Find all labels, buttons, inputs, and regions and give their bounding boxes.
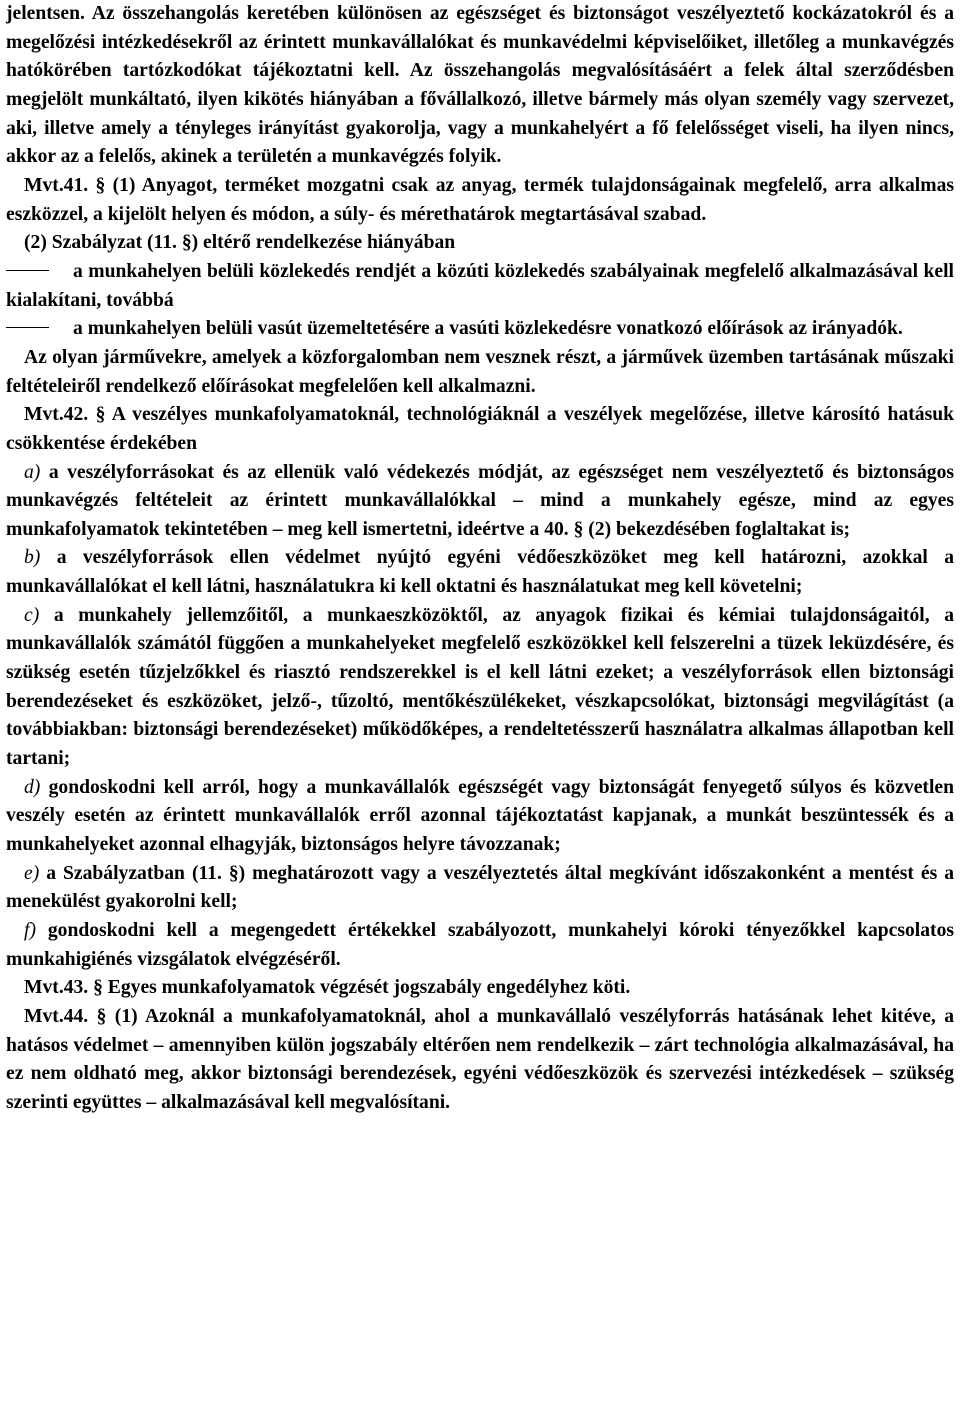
- mvt43-text: Mvt.43. § Egyes munkafolyamatok végzését jogszabály engedélyhez köti.: [24, 977, 631, 999]
- paragraph-item-a: [6, 459, 954, 545]
- dash-1-text: a munkahelyen belüli közlekedés rendjét a közúti közlekedés szabályainak megfelelő alkalmazásával kell kialakítani, továbbá: [6, 260, 954, 311]
- dash-2-text: a munkahelyen belüli vasút üzemeltetésére a vasúti közlekedésre vonatkozó előírások az irányadók.: [73, 318, 903, 340]
- item-b-marker: b): [24, 547, 41, 569]
- mvt42-text: Mvt.42. § A veszélyes munkafolyamatoknál, technológiáknál a veszélyek megelőzése, illetve károsító hatásuk csökkentése érdekében: [6, 404, 954, 454]
- item-c-text: a munkahely jellemzőitől, a munkaeszközöktől, az anyagok fizikai és kémiai tulajdonságaitól, a munkavállalók számától függően a munkahelyeket megfelelő eszközökkel kell felszerelni a tüzek leküzdésére, és szükség esetén tűzjelzőkkel és riasztó rendszerekkel is el kell látni ezeket; a veszélyforrások ellen biztonsági berendezéseket és eszközöket, jelző-, tűzoltó, mentőkészülékeket, vészkapcsolókat, biztonsági megvilágítást (a továbbiakban: biztonsági berendezéseket) működőképes, a rendeltetésszerű használatra alkalmas állapotban kell tartani;: [6, 604, 954, 770]
- paragraph-szabalyzat-2: [6, 229, 954, 258]
- paragraph-item-c: [6, 602, 954, 774]
- item-f-marker: f): [24, 920, 36, 941]
- item-c-marker: c): [24, 604, 40, 626]
- szabalyzat-2-text: (2) Szabályzat (11. §) eltérő rendelkezése hiányában: [24, 232, 456, 254]
- paragraph-mvt41: [6, 172, 954, 229]
- dash-marker-1: [6, 270, 49, 271]
- item-e-marker: e): [24, 862, 40, 884]
- item-b-text: a veszélyforrások ellen védelmet nyújtó egyéni védőeszközöket meg kell határozni, azokkal a munkavállalókat el kell látni, használatukra ki kell oktatni és használatukat meg kell követelni;: [6, 547, 954, 598]
- intro-part1: jelentsen. Az összehangolás keretében különösen az egészséget és biztonságot veszélyeztető kockázatokról és a megelőzési intézkedésekről az érintett munkavállalókat és munkavédelmi képviselőiket, illetőleg a munkavégzés hatókörében tartózkodókat tájékoztatni kell. Az összehangolás megvalósításáért a felek által szerződésben megjelölt munkáltató, ilyen kikötés hiányában a fővállalkozó, illetve bármely más olyan személy vagy szervezet, aki, illetve amely a tényleges irányítást gyakorolja, vagy a munkahelyért a fő felelősséget viseli, ha ilyen nincs, akkor az a felelős, akinek a területén a munkavégzés folyik.: [6, 3, 954, 168]
- jarmuvek-text: Az olyan járművekre, amelyek a közforgalomban nem vesznek részt, a járművek üzemben tartásának műszaki feltételeiről rendelkező előírásokat megfelelően kell alkalmazni.: [6, 346, 954, 397]
- paragraph-intro: [6, 0, 954, 172]
- paragraph-item-f: [6, 917, 954, 974]
- paragraph-item-b: [6, 544, 954, 601]
- paragraph-jarmuvek: [6, 344, 954, 401]
- paragraph-mvt44: [6, 1003, 954, 1118]
- paragraph-mvt43: [6, 974, 954, 1003]
- paragraph-dash-2: [6, 315, 954, 344]
- paragraph-item-e: [6, 860, 954, 917]
- item-d-text: gondoskodni kell arról, hogy a munkavállalók egészségét vagy biztonságát fenyegető súlyos és közvetlen veszély esetén az érintett munkavállalók erről azonnal tájékoztatást kapjanak, a munkát beszüntessék és a munkahelyeket azonnal elhagyják, biztonságos helyre távozzanak;: [6, 776, 954, 856]
- item-a-text: a veszélyforrásokat és az ellenük való védekezés módját, az egészséget nem veszélyeztető és biztonságos munkavégzés feltételeit az érintett munkavállalókkal – mind a munkahely egésze, mind az egyes munkafolyamatok tekintetében – meg kell ismertetni, ideértve a 40. § (2) bekezdésében foglaltakat is;: [6, 461, 954, 540]
- item-f-text: gondoskodni kell a megengedett értékekkel szabályozott, munkahelyi kóroki tényezőkkel kapcsolatos munkahigiénés vizsgálatok elvégzéséről.: [6, 920, 954, 970]
- item-d-marker: d): [24, 776, 41, 798]
- paragraph-mvt42: [6, 401, 954, 458]
- dash-marker-2: [6, 327, 49, 328]
- item-a-marker: a): [24, 461, 41, 483]
- mvt44-text: Mvt.44. § (1) Azoknál a munkafolyamatoknál, ahol a munkavállaló veszélyforrás hatásának lehet kitéve, a hatásos védelmet – amennyiben külön jogszabály eltérően nem rendelkezik – zárt technológia alkalmazásával, ha ez nem oldható meg, akkor biztonsági berendezések, egyéni védőeszközök és szervezési intézkedések – szükség szerinti együttes – alkalmazásával kell megvalósítani.: [6, 1005, 954, 1113]
- item-e-text: a Szabályzatban (11. §) meghatározott vagy a veszélyeztetés által megkívánt időszakonként a mentést és a menekülést gyakorolni kell;: [6, 862, 954, 913]
- paragraph-dash-1: [6, 258, 954, 315]
- mvt41-text: Mvt.41. § (1) Anyagot, terméket mozgatni csak az anyag, termék tulajdonságainak megfelelő, arra alkalmas eszközzel, a kijelölt helyen és módon, a súly- és mérethatárok megtartásával szabad.: [6, 174, 954, 225]
- document-page: [6, 0, 954, 1118]
- paragraph-item-d: [6, 774, 954, 860]
